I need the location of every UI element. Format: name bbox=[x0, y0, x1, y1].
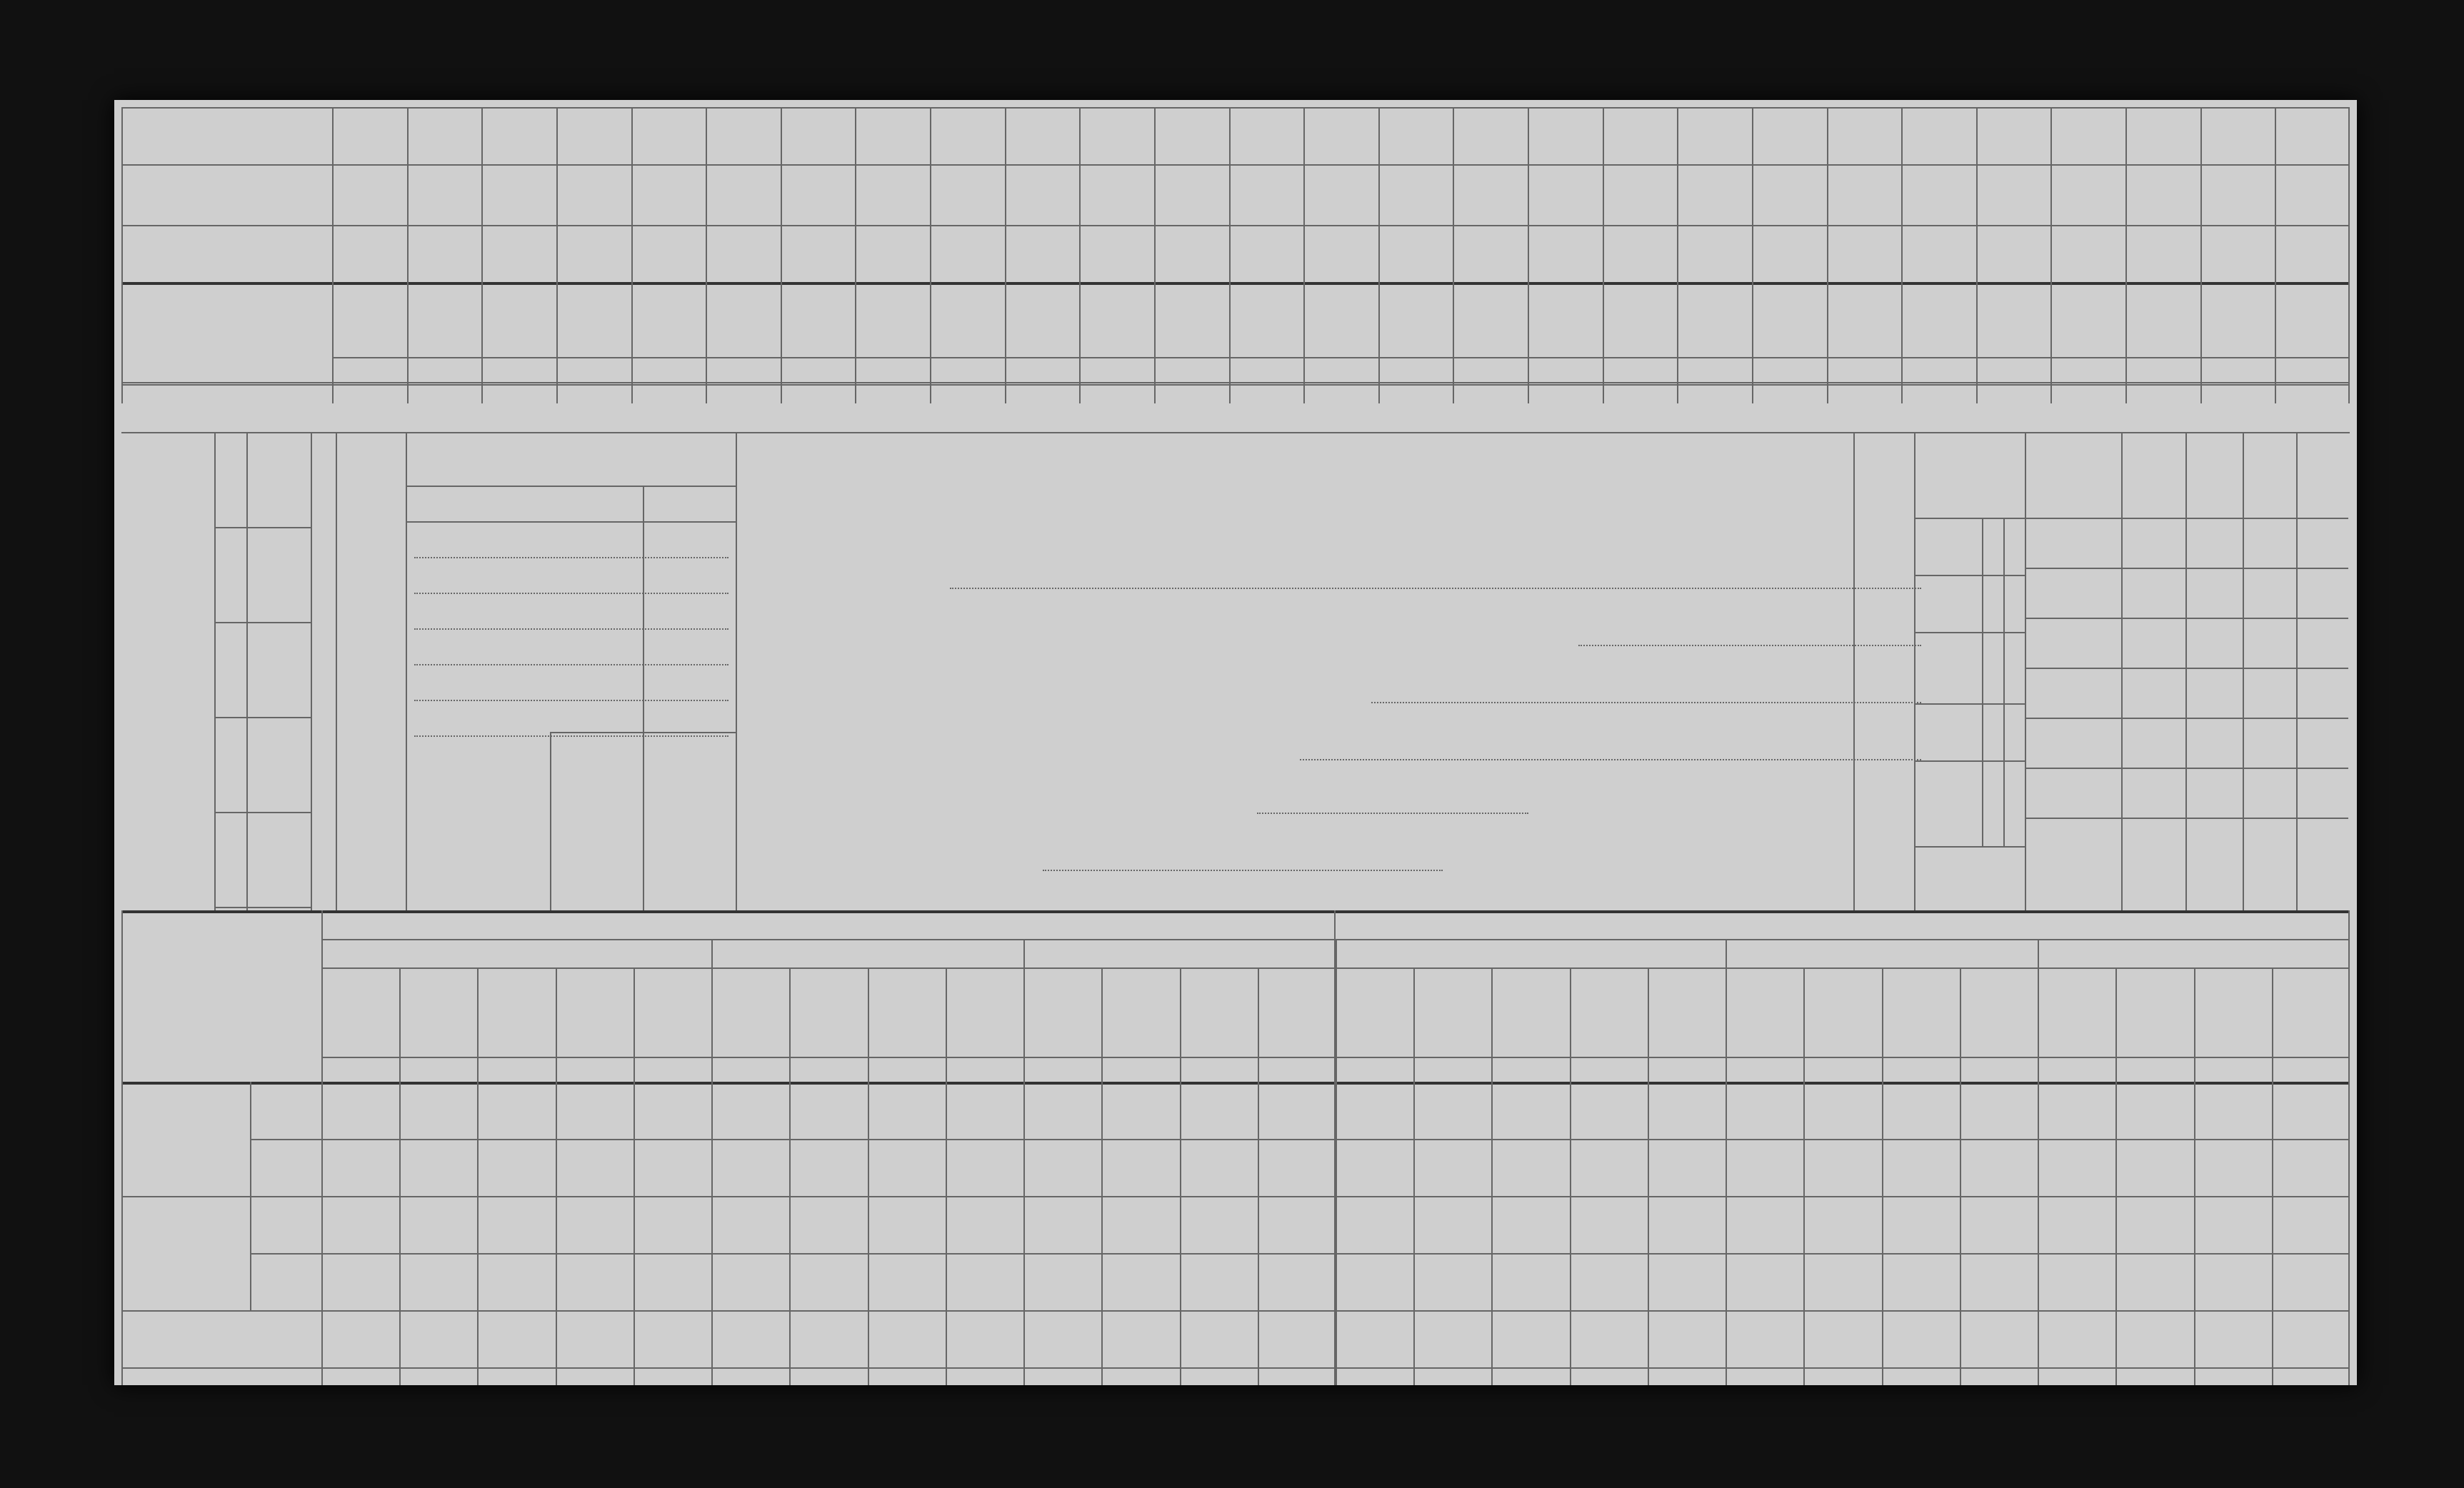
column-header-97 bbox=[1831, 289, 1898, 350]
livestock-num-134 bbox=[218, 819, 244, 900]
pop-col-label-135 bbox=[1984, 764, 2003, 843]
column-header-88 bbox=[1158, 289, 1225, 350]
lease-col-header-118 bbox=[1416, 972, 1488, 1052]
rule-v bbox=[2194, 967, 2195, 1385]
rule-v bbox=[1303, 107, 1305, 403]
column-header-82 bbox=[710, 289, 776, 350]
dotted-line bbox=[414, 664, 728, 665]
staff-col-top-0 bbox=[2032, 443, 2114, 514]
column-header-103 bbox=[2279, 289, 2345, 350]
staff-col-bottom-1 bbox=[2128, 832, 2178, 903]
lease-col-header-105 bbox=[402, 972, 474, 1052]
rule-v bbox=[1827, 107, 1828, 403]
census-card-sheet bbox=[114, 100, 2357, 1385]
dotted-line bbox=[414, 593, 728, 594]
column-header-100 bbox=[2055, 289, 2121, 350]
rule-h bbox=[121, 384, 2350, 386]
column-header-90 bbox=[1308, 289, 1374, 350]
lease-col-header-108 bbox=[636, 972, 708, 1052]
column-header-80 bbox=[561, 289, 627, 350]
lease-col-header-120 bbox=[1573, 972, 1645, 1052]
lease-col-header-114 bbox=[1104, 972, 1176, 1052]
rule-h bbox=[121, 1196, 2350, 1197]
column-header-81 bbox=[636, 289, 702, 350]
rule-h bbox=[250, 1139, 2350, 1140]
rule-h bbox=[121, 1310, 2350, 1312]
livestock-label-4 bbox=[250, 819, 307, 900]
rule-h bbox=[214, 812, 311, 813]
rule-v bbox=[631, 107, 633, 403]
column-header-98 bbox=[1905, 289, 1972, 350]
column-header-92 bbox=[1457, 289, 1523, 350]
rule-v bbox=[2121, 432, 2123, 910]
rule-v bbox=[711, 967, 713, 1385]
rule-v bbox=[633, 967, 635, 1385]
staff-col-bottom-0 bbox=[2032, 832, 2114, 903]
rule-v bbox=[311, 432, 312, 910]
livestock-label-3 bbox=[250, 724, 307, 805]
rule-v bbox=[1528, 107, 1529, 403]
rule-h bbox=[250, 1253, 2350, 1255]
lease-col-header-115 bbox=[1183, 972, 1255, 1052]
rule-h bbox=[1914, 518, 2025, 519]
lease-col-header-127 bbox=[2118, 972, 2190, 1052]
rule-h bbox=[121, 382, 2350, 383]
dotted-line bbox=[1300, 759, 1921, 760]
rule-v bbox=[2025, 432, 2026, 910]
rule-v bbox=[2038, 939, 2039, 967]
rule-v bbox=[1378, 107, 1380, 403]
lease-col-header-123 bbox=[1806, 972, 1878, 1052]
rule-h bbox=[121, 225, 2350, 226]
lease-col-header-128 bbox=[2197, 972, 2269, 1052]
column-header-102 bbox=[2205, 289, 2271, 350]
rule-v bbox=[399, 967, 401, 1385]
rule-h bbox=[121, 910, 2350, 913]
rule-h bbox=[214, 527, 311, 528]
lease-col-header-111 bbox=[871, 972, 943, 1052]
group-nadel bbox=[129, 1089, 243, 1196]
rule-h bbox=[2025, 718, 2348, 719]
pop-col-num-136 bbox=[2005, 707, 2024, 757]
column-header-91 bbox=[1383, 289, 1449, 350]
staff-col-bottom-2 bbox=[2193, 832, 2235, 903]
rule-v bbox=[2050, 107, 2052, 403]
rule-v bbox=[855, 107, 856, 403]
rule-v bbox=[556, 107, 558, 403]
dotted-line bbox=[414, 735, 728, 737]
livestock-label-1 bbox=[250, 534, 307, 615]
rule-v bbox=[736, 432, 737, 910]
rule-h bbox=[550, 732, 736, 733]
rule-v bbox=[1023, 939, 1025, 967]
dotted-line bbox=[1371, 702, 1921, 703]
rule-v bbox=[706, 107, 707, 403]
pop-col-num-138 bbox=[2005, 578, 2024, 628]
rule-v bbox=[2185, 432, 2187, 910]
rule-v bbox=[2125, 107, 2127, 403]
rule-v bbox=[1726, 967, 1727, 1385]
livestock-num-130 bbox=[218, 439, 244, 520]
livestock-num-132 bbox=[218, 629, 244, 710]
livestock-num-131 bbox=[218, 534, 244, 615]
hired-workers-caption bbox=[341, 453, 401, 889]
column-header-93 bbox=[1532, 289, 1598, 350]
lease-col-header-106 bbox=[480, 972, 552, 1052]
column-header-101 bbox=[2130, 289, 2196, 350]
rule-v bbox=[868, 967, 869, 1385]
rule-v bbox=[556, 967, 557, 1385]
rule-v bbox=[946, 967, 947, 1385]
rule-v bbox=[550, 732, 551, 910]
population-caption bbox=[1857, 461, 1910, 882]
rule-v bbox=[1648, 967, 1649, 1385]
column-header-86 bbox=[1009, 289, 1076, 350]
rule-v bbox=[481, 107, 483, 403]
rule-v bbox=[1101, 967, 1103, 1385]
rule-v bbox=[1180, 967, 1181, 1385]
column-header-96 bbox=[1756, 289, 1823, 350]
rule-v bbox=[1079, 107, 1081, 403]
pop-col-label-139 bbox=[1984, 521, 2003, 571]
rule-v bbox=[1853, 432, 1855, 910]
rule-v bbox=[1570, 967, 1571, 1385]
rule-v bbox=[1258, 967, 1259, 1385]
rule-h bbox=[121, 282, 2350, 285]
rule-v bbox=[2200, 107, 2202, 403]
rule-h bbox=[2025, 568, 2348, 569]
rule-v bbox=[930, 107, 931, 403]
column-header-77 bbox=[336, 289, 403, 350]
rule-h bbox=[214, 622, 311, 623]
dotted-line bbox=[950, 588, 1921, 589]
rule-v bbox=[1453, 107, 1454, 403]
lease-col-header-129 bbox=[2275, 972, 2347, 1052]
rule-h bbox=[121, 164, 2350, 166]
livestock-label-0 bbox=[250, 439, 307, 520]
rule-h bbox=[121, 107, 2350, 109]
staff-col-top-2 bbox=[2193, 443, 2235, 514]
column-header-99 bbox=[1980, 289, 2047, 350]
pop-men bbox=[1921, 703, 1978, 846]
rule-v bbox=[1413, 967, 1415, 1385]
pop-col-label-136 bbox=[1984, 707, 2003, 757]
rule-v bbox=[1336, 939, 1337, 967]
rule-v bbox=[1982, 518, 1983, 846]
rule-v bbox=[1882, 967, 1883, 1385]
rule-v bbox=[250, 1082, 251, 1310]
dotted-line bbox=[414, 628, 728, 630]
rule-v bbox=[121, 107, 123, 403]
rule-h bbox=[2025, 618, 2348, 619]
column-header-84 bbox=[859, 289, 926, 350]
rule-v bbox=[407, 107, 409, 403]
lease-col-header-124 bbox=[1885, 972, 1957, 1052]
livestock-num-133 bbox=[218, 724, 244, 805]
column-header-78 bbox=[411, 289, 478, 350]
column-header-79 bbox=[486, 289, 552, 350]
rule-v bbox=[1803, 967, 1805, 1385]
rule-v bbox=[2115, 967, 2117, 1385]
rule-v bbox=[1154, 107, 1156, 403]
rule-v bbox=[781, 107, 782, 403]
rule-v bbox=[321, 967, 323, 1385]
rule-v bbox=[2348, 107, 2350, 403]
rule-v bbox=[1005, 107, 1006, 403]
rule-v bbox=[789, 967, 791, 1385]
dotted-line bbox=[414, 700, 728, 701]
rule-v bbox=[1914, 432, 1915, 910]
rule-v bbox=[214, 432, 216, 910]
staff-col-bottom-4 bbox=[2303, 832, 2341, 903]
rule-v bbox=[1901, 107, 1903, 403]
column-header-89 bbox=[1233, 289, 1300, 350]
rule-v bbox=[1336, 967, 1337, 1385]
rule-h bbox=[121, 1367, 2350, 1369]
rule-v bbox=[336, 432, 337, 910]
column-header-85 bbox=[934, 289, 1001, 350]
column-header-83 bbox=[785, 289, 851, 350]
staff-col-top-3 bbox=[2250, 443, 2289, 514]
column-header-87 bbox=[1083, 289, 1150, 350]
rule-h bbox=[2025, 518, 2348, 519]
rule-h bbox=[332, 357, 2350, 358]
rule-v bbox=[1603, 107, 1604, 403]
rule-h bbox=[406, 521, 736, 523]
pop-col-label-138 bbox=[1984, 578, 2003, 628]
rule-v bbox=[332, 107, 334, 403]
lease-col-header-112 bbox=[948, 972, 1021, 1052]
group-vne bbox=[129, 1203, 243, 1310]
rule-v bbox=[1491, 967, 1493, 1385]
lease-col-header-110 bbox=[792, 972, 864, 1052]
staff-col-bottom-3 bbox=[2250, 832, 2289, 903]
rule-v bbox=[246, 432, 248, 910]
pop-col-num-137 bbox=[2005, 635, 2024, 700]
rule-v bbox=[1752, 107, 1753, 403]
pop-col-num-135 bbox=[2005, 764, 2024, 843]
rule-v bbox=[406, 432, 407, 910]
rule-v bbox=[2348, 910, 2350, 1385]
rule-v bbox=[2038, 967, 2039, 1385]
dotted-line bbox=[1043, 870, 1443, 871]
rule-h bbox=[121, 1082, 2350, 1085]
pop-col-label-137 bbox=[1984, 635, 2003, 700]
dotted-line bbox=[1257, 813, 1528, 814]
rule-v bbox=[1976, 107, 1978, 403]
column-header-94 bbox=[1607, 289, 1673, 350]
rule-h bbox=[1914, 846, 2025, 848]
column-header-95 bbox=[1681, 289, 1748, 350]
rule-v bbox=[1726, 939, 1727, 967]
pop-col-num-139 bbox=[2005, 521, 2024, 571]
rule-v bbox=[2296, 432, 2298, 910]
rule-v bbox=[2272, 967, 2273, 1385]
rule-v bbox=[711, 939, 713, 967]
rule-v bbox=[1229, 107, 1231, 403]
rule-h bbox=[2025, 668, 2348, 669]
livestock-label-2 bbox=[250, 629, 307, 710]
rule-v bbox=[1677, 107, 1678, 403]
rule-v bbox=[477, 967, 479, 1385]
rule-h bbox=[214, 907, 311, 908]
pop-women bbox=[1921, 575, 1978, 703]
rule-h bbox=[2025, 818, 2348, 819]
rule-h bbox=[214, 717, 311, 718]
rule-v bbox=[2003, 518, 2005, 846]
rule-v bbox=[2275, 107, 2276, 403]
rule-v bbox=[1960, 967, 1961, 1385]
lease-col-header-121 bbox=[1651, 972, 1723, 1052]
lease-col-header-119 bbox=[1494, 972, 1566, 1052]
lease-col-header-107 bbox=[559, 972, 631, 1052]
lease-col-header-116 bbox=[1261, 972, 1333, 1052]
rule-h bbox=[2025, 768, 2348, 769]
dotted-line bbox=[414, 557, 728, 558]
staff-col-top-1 bbox=[2128, 443, 2178, 514]
rule-v bbox=[121, 910, 123, 1385]
staff-col-top-4 bbox=[2303, 443, 2341, 514]
rule-v bbox=[2243, 432, 2244, 910]
rule-v bbox=[1023, 967, 1025, 1385]
lease-col-header-125 bbox=[1963, 972, 2035, 1052]
rule-h bbox=[121, 432, 2350, 433]
rule-h bbox=[406, 486, 736, 487]
rule-v bbox=[643, 486, 644, 910]
